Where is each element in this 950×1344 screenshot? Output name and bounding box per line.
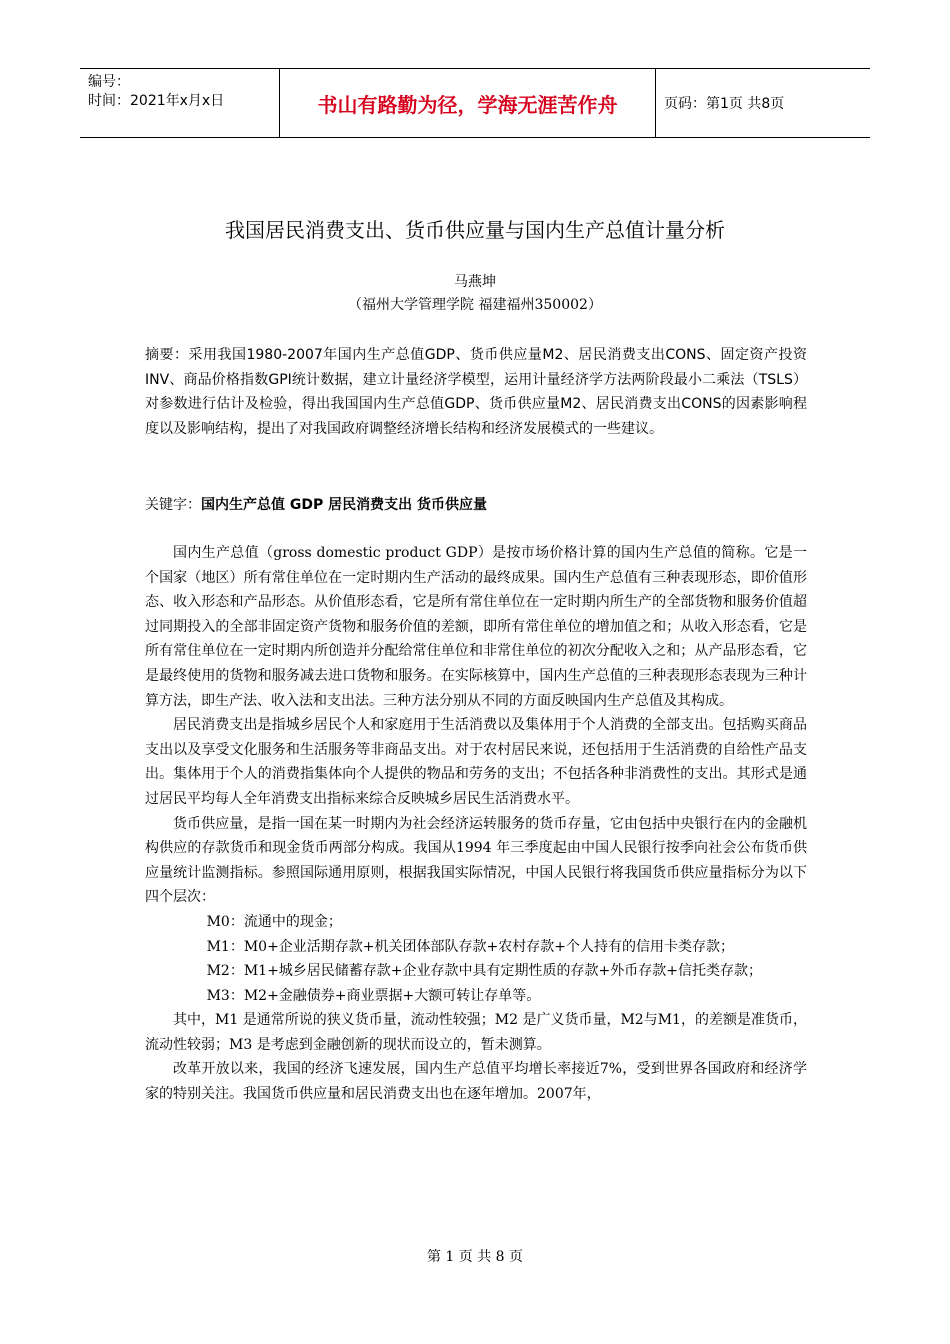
affiliation: （福州大学管理学院 福建福州350002） [348, 297, 602, 313]
paragraph: 国内生产总值（gross domestic product GDP）是按市场价格计算的国内生产总值的简称。它是一个国家（地区）所有常住单位在一定时期内生产活动的最终成果。国内生产总值有三种表现形态，即价值形态、收入形态和产品形态。从价值形态看，它是所有常住单位在一定时期内所生产的全部货物和服务价值超过同期投入的全部非固定资产货物和服务价值的差额，即所有常住单位的增加值之和；从收入形态看，它是所有常住单位在一定时期内所创造并分配给常住单位和非常住单位的初次分配收入之和；从产品形态看，它是最终使用的货物和服务减去进口货物和服务。在实际核算中，国内生产总值的三种表现形态表现为三种计算方法，即生产法、收入法和支出法。三种方法分别从不同的方面反映国内生产总值及其构成。 [145, 545, 807, 709]
abstract: 摘要：采用我国1980-2007年国内生产总值GDP、货币供应量M2、居民消费支出CONS、固定资产投资INV、商品价格指数GPI统计数据，建立计量经济学模型，运用计量经济学方法两阶段最小二乘法（TSLS）对参数进行估计及检验，得出我国国内生产总值GDP、货币供应量M2、居民消费支出CONS的因素影响程度以及影响结构，提出了对我国政府调整经济增长结构和经济发展模式的一些建议。 [145, 347, 807, 437]
paragraph: 货币供应量，是指一国在某一时期内为社会经济运转服务的货币存量，它由包括中央银行在内的金融机构供应的存款货币和现金货币两部分构成。我国从1994 年三季度起由中国人民银行按季向社会公布货币供应量统计监测指标。参照国际通用原则，根据我国实际情况，中国人民银行将我国货币供应量指标分为以下四个层次： [145, 815, 807, 906]
money-level-item: M1：M0+企业活期存款+机关团体部队存款+农村存款+个人持有的信用卡类存款； [206, 938, 734, 955]
header-table [80, 68, 870, 138]
time-label: 时间：2021年x月x日 [88, 93, 225, 109]
money-level-item: M2：M1+城乡居民储蓄存款+企业存款中具有定期性质的存款+外币存款+信托类存款； [206, 963, 762, 980]
number-label: 编号： [88, 74, 130, 90]
author: 马燕坤 [454, 274, 496, 290]
money-level-item: M0：流通中的现金； [206, 913, 342, 930]
page-label: 页码：第1页 共8页 [664, 96, 785, 112]
money-level-item: M3：M2+金融债券+商业票据+大额可转让存单等。 [206, 987, 541, 1004]
paragraph: 改革开放以来，我国的经济飞速发展，国内生产总值平均增长率接近7%，受到世界各国政府和经济学家的特别关注。我国货币供应量和居民消费支出也在逐年增加。2007年， [145, 1061, 807, 1103]
keywords [145, 494, 807, 514]
keywords-value: 国内生产总值 GDP 居民消费支出 货币供应量 [201, 497, 487, 513]
paragraph: 居民消费支出是指城乡居民个人和家庭用于生活消费以及集体用于个人消费的全部支出。包括购买商品支出以及享受文化服务和生活服务等非商品支出。对于农村居民来说，还包括用于生活消费的自给性产品支出。集体用于个人的消费指集体向个人提供的物品和劳务的支出；不包括各种非消费性的支出。其形式是通过居民平均每人全年消费支出指标来综合反映城乡居民生活消费水平。 [145, 717, 807, 807]
motto: 书山有路勤为径，学海无涯苦作舟 [280, 69, 656, 137]
page-footer: 第 1 页 共 8 页 [426, 1249, 524, 1265]
body-text [145, 541, 807, 1107]
document-title: 我国居民消费支出、货币供应量与国内生产总值计量分析 [225, 218, 725, 242]
keywords-label: 关键字： [145, 497, 201, 513]
paragraph: 其中，M1 是通常所说的狭义货币量，流动性较强；M2 是广义货币量，M2与M1，的差额是准货币，流动性较弱；M3 是考虑到金融创新的现状而设立的，暂未测算。 [145, 1012, 807, 1053]
header-left-cell [80, 69, 280, 137]
